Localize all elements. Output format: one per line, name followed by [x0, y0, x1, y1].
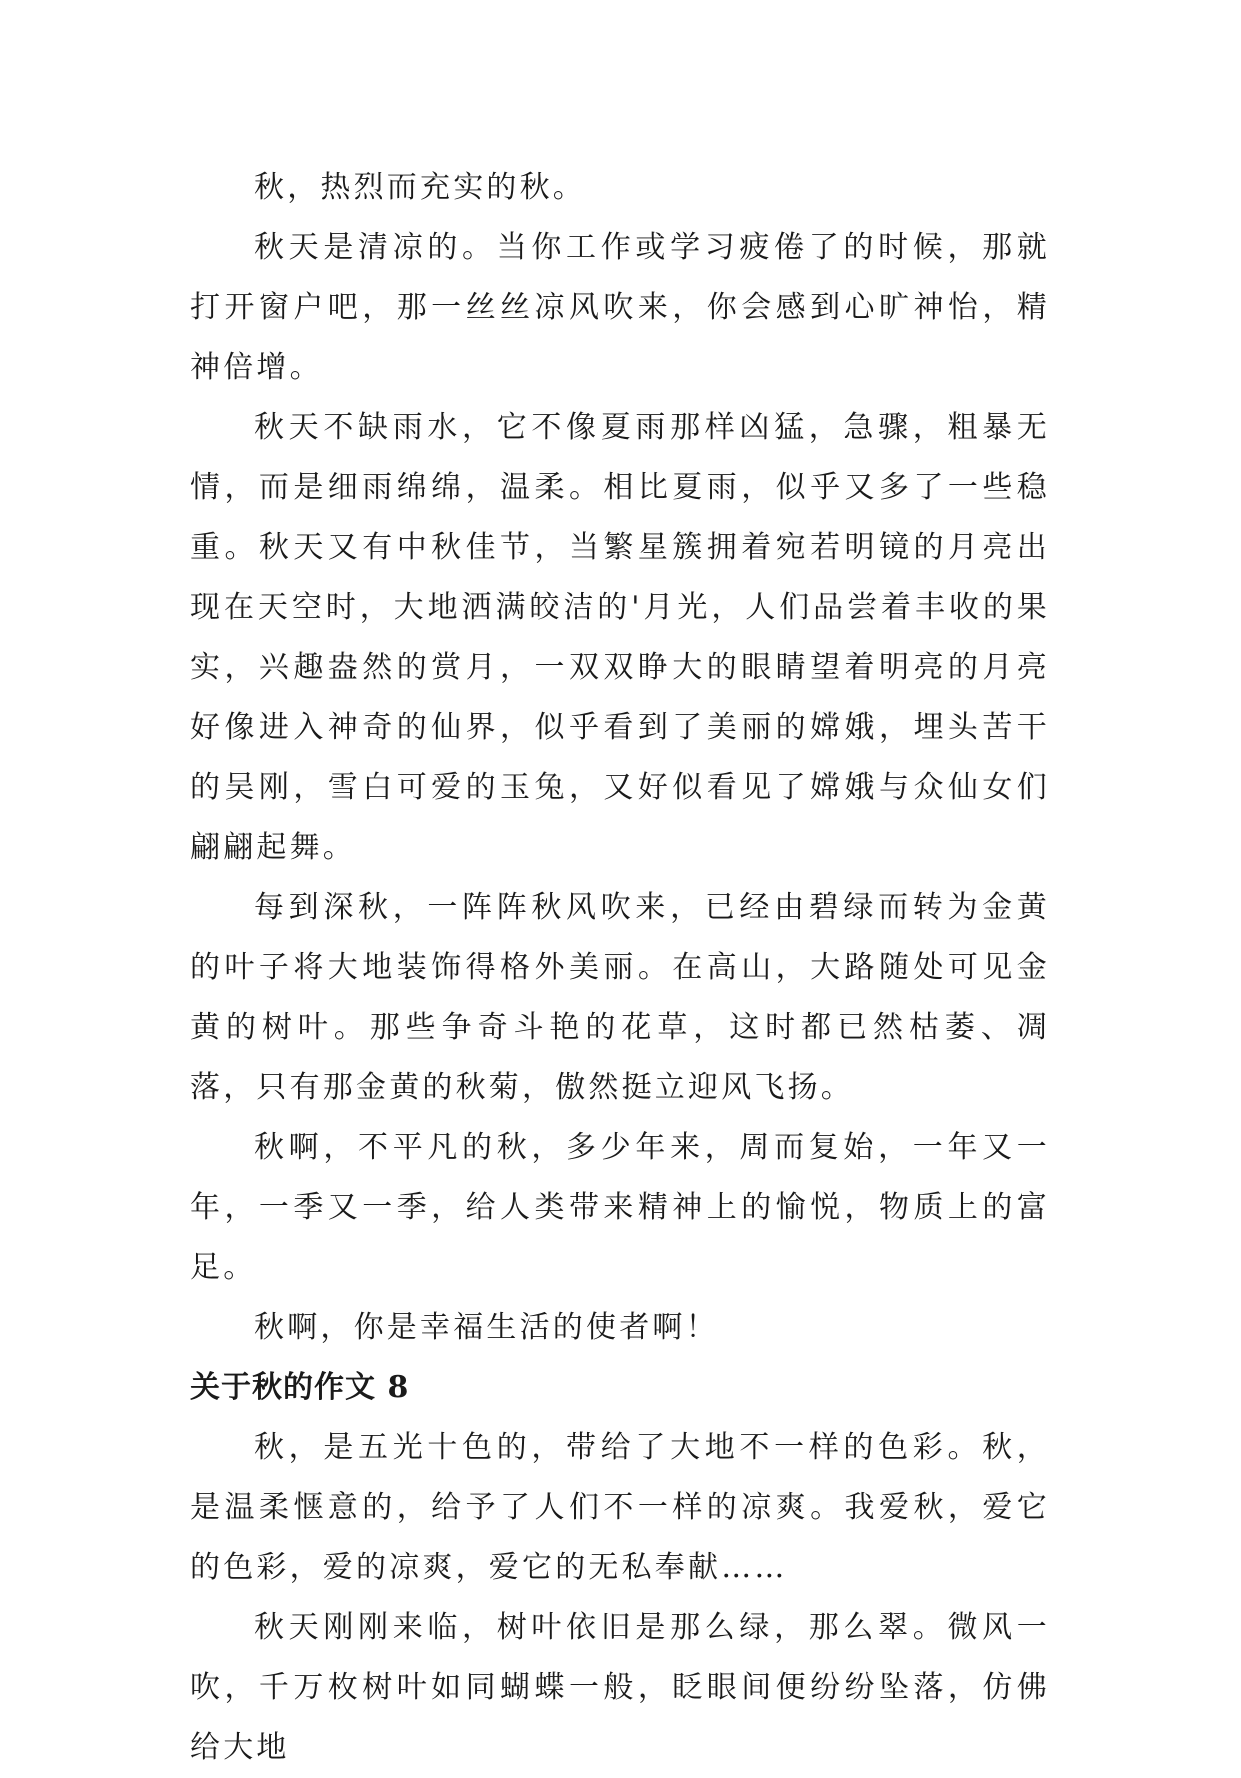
paragraph: 秋啊，你是幸福生活的使者啊！ — [254, 1310, 719, 1345]
document-page — [190, 158, 1050, 1778]
paragraph: 秋天是清凉的。当你工作或学习疲倦了的时候，那就打开窗户吧，那一丝丝凉风吹来，你会感到心旷神怡，精神倍增。 — [190, 230, 1050, 385]
paragraph: 秋天不缺雨水，它不像夏雨那样凶猛，急骤，粗暴无情，而是细雨绵绵，温柔。相比夏雨，似乎又多了一些稳重。秋天又有中秋佳节，当繁星簇拥着宛若明镜的月亮出现在天空时，大地洒满皎洁的'月光，人们品尝着丰收的果实，兴趣盎然的赏月，一双双睁大的眼睛望着明亮的月亮好像进入神奇的仙界，似乎看到了美丽的嫦娥，埋头苦干的吴刚，雪白可爱的玉兔，又好似看见了嫦娥与众仙女们翩翩起舞。 — [190, 410, 1050, 865]
section-heading: 关于秋的作文 8 — [190, 1370, 410, 1405]
paragraph: 秋啊，不平凡的秋，多少年来，周而复始，一年又一年，一季又一季，给人类带来精神上的愉悦，物质上的富足。 — [190, 1130, 1050, 1285]
paragraph: 秋，热烈而充实的秋。 — [254, 170, 586, 205]
paragraph: 秋天刚刚来临，树叶依旧是那么绿，那么翠。微风一吹，千万枚树叶如同蝴蝶一般，眨眼间便纷纷坠落，仿佛给大地 — [190, 1610, 1050, 1765]
paragraph: 每到深秋，一阵阵秋风吹来，已经由碧绿而转为金黄的叶子将大地装饰得格外美丽。在高山，大路随处可见金黄的树叶。那些争奇斗艳的花草，这时都已然枯萎、凋落，只有那金黄的秋菊，傲然挺立迎风飞扬。 — [190, 890, 1050, 1105]
paragraph: 秋，是五光十色的，带给了大地不一样的色彩。秋，是温柔惬意的，给予了人们不一样的凉爽。我爱秋，爱它的色彩，爱的凉爽，爱它的无私奉献…… — [190, 1430, 1050, 1585]
